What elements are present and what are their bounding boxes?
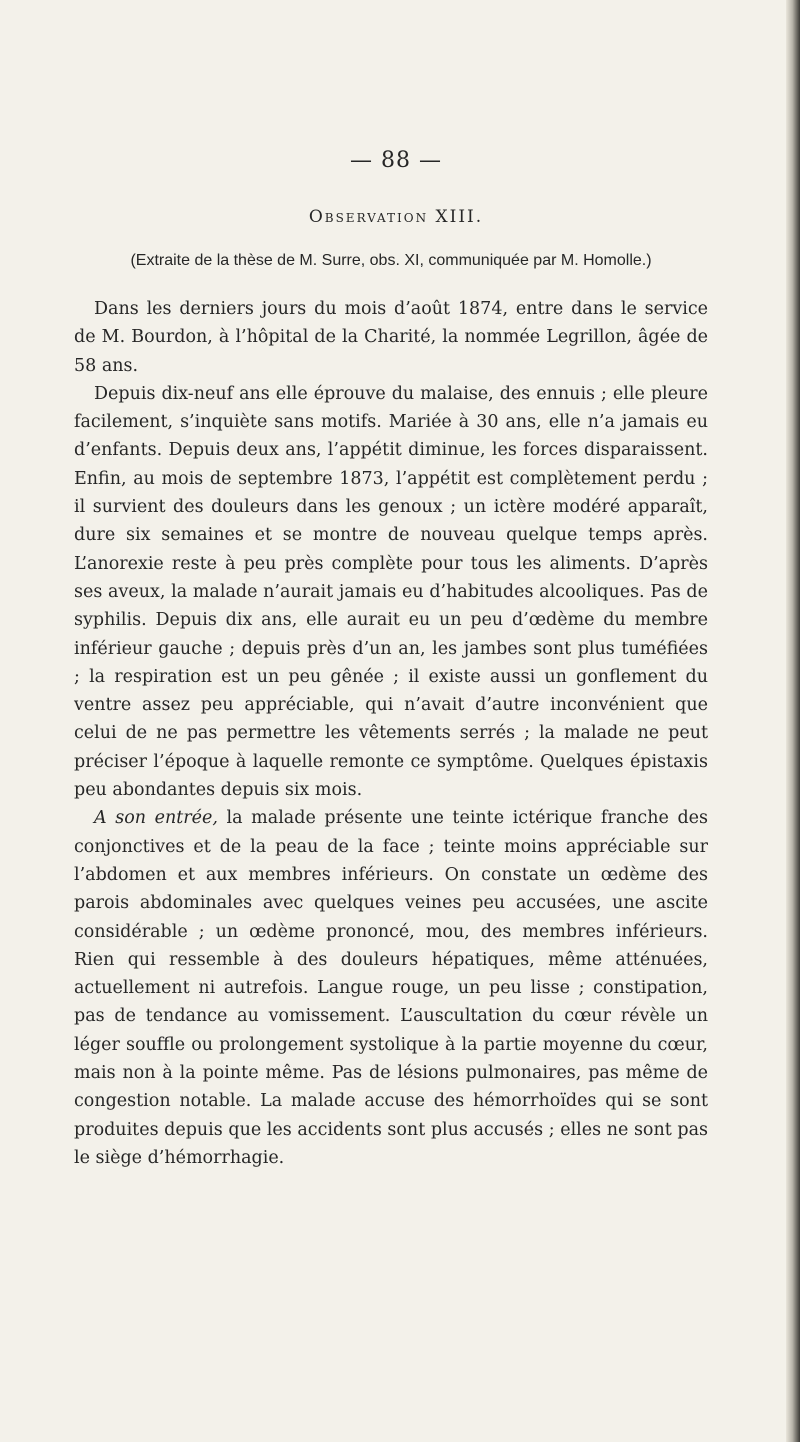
paragraph-2-text: Depuis dix-neuf ans elle éprouve du malaise, des ennuis ; elle pleure facilement, s’inquiète sans motifs. Mariée à 30 ans, elle n’a jamais eu d’enfants. Depuis deux ans, l’appétit diminue, les forces disparaissent. Enfin, au mois de septembre 1873, l’appétit est complètement perdu ; il survient des douleurs dans les genoux ; un ictère modéré apparaît, dure six semaines et se montre de nouveau quelque temps après. L’anorexie reste à peu près complète pour tous les aliments. D’après ses aveux, la malade n’aurait jamais eu d’habitudes alcooliques. Pas de syphilis. Depuis dix ans, elle aurait eu un peu d’œdème du membre inférieur gauche ; depuis près d’un an, les jambes sont plus tuméfiées ; la respiration est un peu gênée ; il existe aussi un gonflement du ventre assez peu appréciable, qui n’avait d’autre inconvénient que celui de ne pas permettre les vêtements serrés ; la malade ne peut préciser l’époque à laquelle remonte ce symptôme. Quelques épistaxis peu abondantes depuis six mois.	[74, 383, 708, 801]
book-page	[74, 148, 708, 1172]
paragraph-2	[74, 380, 708, 804]
body-text	[74, 295, 708, 1172]
paragraph-1	[74, 295, 708, 380]
paragraph-3-text: la malade présente une teinte ictérique franche des conjonctives et de la peau de la face ; teinte moins appréciable sur l’abdomen et aux membres inférieurs. On constate un œdème des parois abdominales avec quelques veines peu accusées, une ascite considérable ; un œdème prononcé, mou, des membres inférieurs. Rien qui ressemble à des douleurs hépatiques, même atténuées, actuellement ni autrefois. Langue rouge, un peu lisse ; constipation, pas de tendance au vomissement. L’auscultation du cœur révèle un léger souffle ou prolongement systolique à la partie moyenne du cœur, mais non à la pointe même. Pas de lésions pulmonaires, pas même de congestion notable. La malade accuse des hémorrhoïdes qui se sont produites depuis que les accidents sont plus accusés ; elles ne sont pas le siège d’hémorrhagie.	[74, 808, 708, 1168]
page-binding-edge	[786, 0, 800, 1442]
page-number: — 88 —	[350, 148, 442, 173]
observation-title: Observation XIII.	[308, 207, 484, 227]
paragraph-1-text: Dans les derniers jours du mois d’août 1874, entre dans le service de M. Bourdon, à l’hôpital de la Charité, la nommée Legrillon, âgée de 58 ans.	[74, 299, 708, 376]
paragraph-3	[74, 804, 708, 1172]
source-note: (Extraite de la thèse de M. Surre, obs. XI, communiquée par M. Homolle.)	[130, 252, 652, 269]
paragraph-3-lead-in: A son entrée,	[94, 808, 218, 829]
